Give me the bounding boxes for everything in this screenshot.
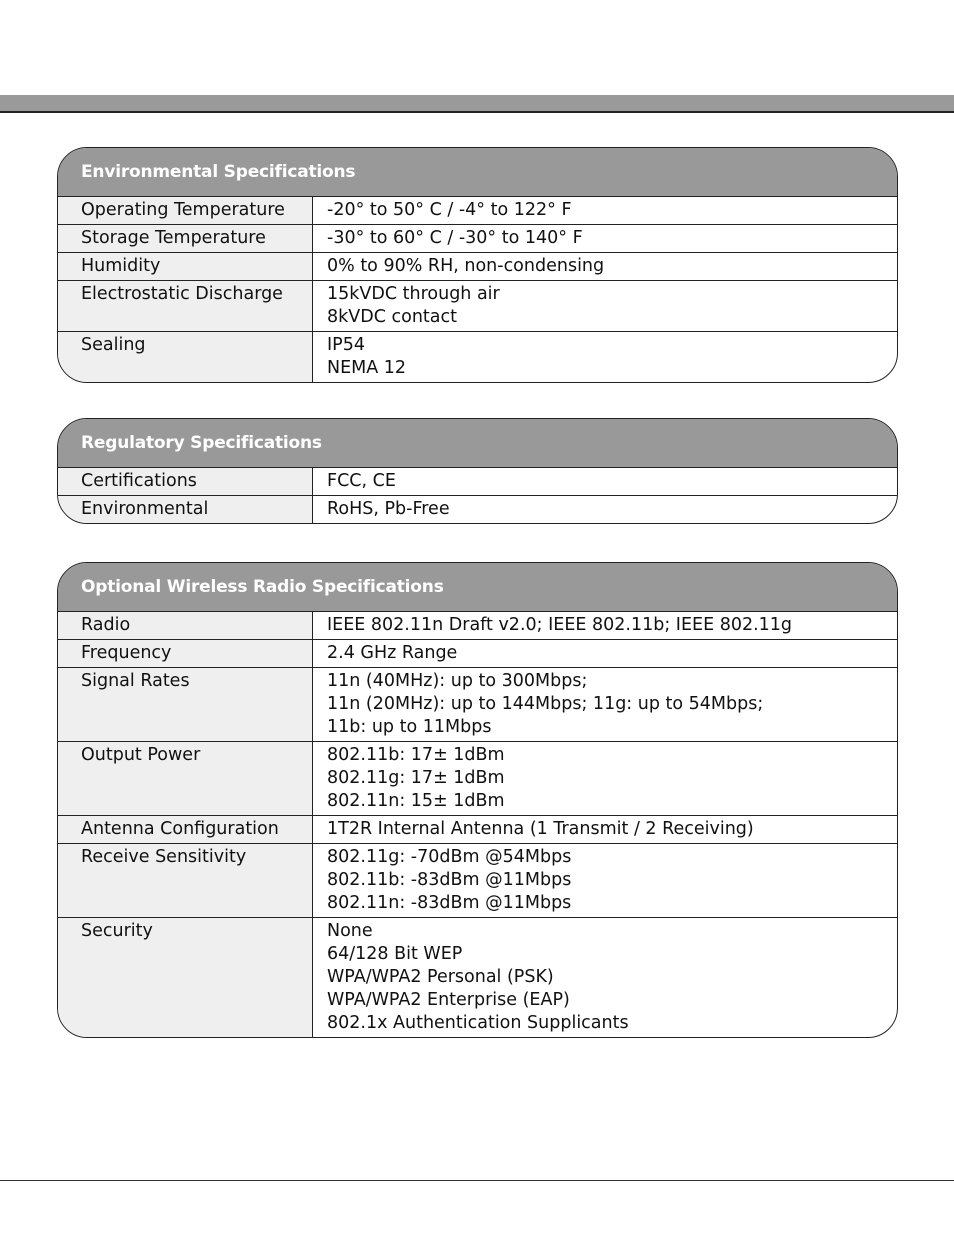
row-value	[313, 281, 897, 331]
row-value	[313, 468, 897, 495]
value-line: 0% to 90% RH, non-condensing	[327, 256, 605, 276]
row-value	[313, 612, 897, 639]
row-value	[313, 668, 897, 741]
table-row	[58, 252, 897, 280]
table-row	[58, 280, 897, 331]
row-value	[313, 332, 897, 382]
row-value	[313, 253, 897, 280]
table-row	[58, 917, 897, 1037]
value-line: -30° to 60° C / -30° to 140° F	[327, 228, 583, 248]
row-label: Frequency	[58, 640, 313, 667]
table-title: Environmental Specifications	[58, 148, 897, 197]
value-line: FCC, CE	[327, 471, 396, 491]
value-line: NEMA 12	[327, 358, 407, 378]
row-value	[313, 496, 897, 523]
row-label: Receive Sensitivity	[58, 844, 313, 917]
row-value	[313, 742, 897, 815]
table-title: Regulatory Specifications	[58, 419, 897, 468]
table-title: Optional Wireless Radio Specifications	[58, 563, 897, 612]
value-line: RoHS, Pb-Free	[327, 499, 450, 519]
value-line: 11n (20MHz): up to 144Mbps; 11g: up to 54Mbps;	[327, 694, 764, 714]
value-line: 802.11g: 17± 1dBm	[327, 768, 505, 788]
row-label: Security	[58, 918, 313, 1037]
value-line: -20° to 50° C / -4° to 122° F	[327, 200, 572, 220]
value-line: 8kVDC contact	[327, 307, 457, 327]
table-row	[58, 197, 897, 224]
value-line: WPA/WPA2 Personal (PSK)	[327, 967, 554, 987]
value-line: 2.4 GHz Range	[327, 643, 458, 663]
row-label: Signal Rates	[58, 668, 313, 741]
page-header-band	[0, 95, 954, 113]
table-row	[58, 331, 897, 382]
value-line: 64/128 Bit WEP	[327, 944, 463, 964]
row-label: Environmental	[58, 496, 313, 523]
table-row	[58, 224, 897, 252]
value-line: IEEE 802.11n Draft v2.0; IEEE 802.11b; IEEE 802.11g	[327, 615, 793, 635]
row-value	[313, 844, 897, 917]
row-label: Humidity	[58, 253, 313, 280]
value-line: 11b: up to 11Mbps	[327, 717, 492, 737]
value-line: None	[327, 921, 373, 941]
value-line: 802.11g: -70dBm @54Mbps	[327, 847, 572, 867]
page-footer-rule	[0, 1180, 954, 1181]
value-line: 15kVDC through air	[327, 284, 500, 304]
table-row	[58, 468, 897, 495]
value-line: 11n (40MHz): up to 300Mbps;	[327, 671, 588, 691]
value-line: 802.11b: -83dBm @11Mbps	[327, 870, 572, 890]
table-row	[58, 843, 897, 917]
value-line: 1T2R Internal Antenna (1 Transmit / 2 Receiving)	[327, 819, 754, 839]
regulatory-specs-table	[57, 418, 898, 524]
value-line: 802.11n: 15± 1dBm	[327, 791, 505, 811]
row-label: Electrostatic Discharge	[58, 281, 313, 331]
row-value	[313, 918, 897, 1037]
row-value	[313, 225, 897, 252]
table-row	[58, 741, 897, 815]
table-row	[58, 612, 897, 639]
value-line: 802.1x Authentication Supplicants	[327, 1013, 629, 1033]
value-line: 802.11b: 17± 1dBm	[327, 745, 505, 765]
value-line: 802.11n: -83dBm @11Mbps	[327, 893, 572, 913]
environmental-specs-table	[57, 147, 898, 383]
row-label: Operating Temperature	[58, 197, 313, 224]
row-label: Output Power	[58, 742, 313, 815]
row-label: Storage Temperature	[58, 225, 313, 252]
row-label: Radio	[58, 612, 313, 639]
row-value	[313, 640, 897, 667]
row-label: Antenna Configuration	[58, 816, 313, 843]
table-row	[58, 815, 897, 843]
table-row	[58, 667, 897, 741]
value-line: WPA/WPA2 Enterprise (EAP)	[327, 990, 570, 1010]
row-label: Sealing	[58, 332, 313, 382]
row-label: Certifications	[58, 468, 313, 495]
table-row	[58, 639, 897, 667]
row-value	[313, 816, 897, 843]
wireless-radio-specs-table	[57, 562, 898, 1038]
table-row	[58, 495, 897, 523]
value-line: IP54	[327, 335, 365, 355]
row-value	[313, 197, 897, 224]
